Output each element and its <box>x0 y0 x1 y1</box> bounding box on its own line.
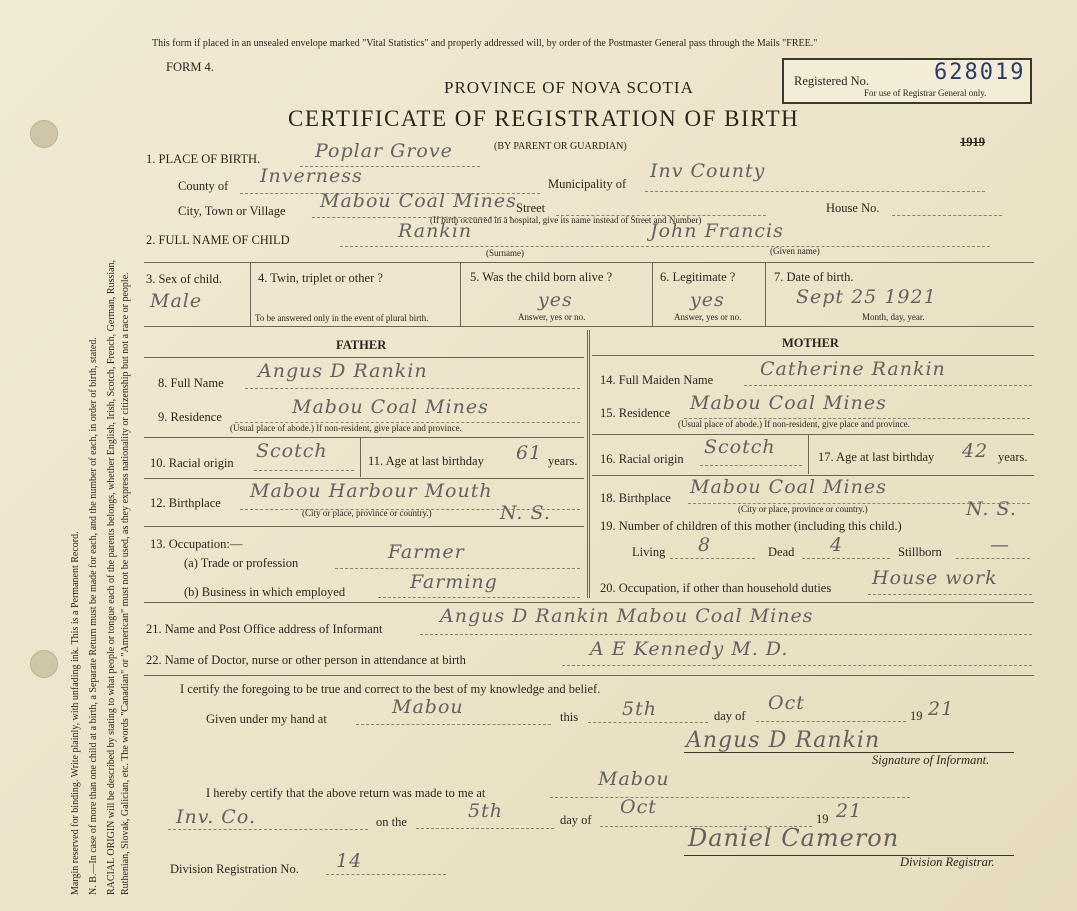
division-registration-label: Division Registration No. <box>170 862 299 876</box>
registrar-day-of-label: day of <box>560 813 592 827</box>
this-label: this <box>560 710 579 724</box>
father-name-value: Angus D Rankin <box>258 360 428 382</box>
registrar-on-the-label: on the <box>376 815 407 829</box>
dead-label: Dead <box>768 545 795 559</box>
county-label: County of <box>178 179 229 193</box>
mother-racial-value: Scotch <box>704 436 776 458</box>
living-value: 8 <box>698 534 712 556</box>
registrar-signature-caption: Division Registrar. <box>900 855 995 869</box>
stillborn-value: — <box>990 534 1010 556</box>
informant-signature-caption: Signature of Informant. <box>872 753 990 767</box>
city-value: Mabou Coal Mines <box>320 190 517 212</box>
mother-birthplace-value-2: N. S. <box>966 498 1017 520</box>
father-age-label: 11. Age at last birthday <box>368 454 484 468</box>
surname-caption: (Surname) <box>486 248 524 258</box>
given-under-label: Given under my hand at <box>206 712 327 726</box>
mother-children-label: 19. Number of children of this mother (including this child.) <box>600 519 902 533</box>
father-years-label: years. <box>548 454 578 468</box>
registrar-use-caption: For use of Registrar General only. <box>864 88 987 98</box>
certificate-title: CERTIFICATE OF REGISTRATION OF BIRTH <box>288 106 800 131</box>
mother-years-label: years. <box>998 450 1028 464</box>
father-birthplace-value-2: N. S. <box>500 502 551 524</box>
punch-hole <box>30 120 58 148</box>
alive-note: Answer, yes or no. <box>518 312 586 322</box>
province-title: PROVINCE OF NOVA SCOTIA <box>444 78 694 97</box>
registrar-month-value: Oct <box>620 796 657 818</box>
mother-age-value: 42 <box>962 440 989 462</box>
registrar-year-prefix: 19 <box>816 812 829 826</box>
margin-note-nationality: Ruthenian, Slovak, Galician, etc. The words "Canadian" or "American" must not be used, as they express nationality or citizenship but not a race or people. <box>120 272 131 895</box>
margin-note-binding: Margin reserved for binding. Write plainly, with unfading ink. This is a Permanent Record. <box>70 531 81 895</box>
house-number-label: House No. <box>826 201 880 215</box>
division-registration-value: 14 <box>336 850 363 872</box>
mother-residence-label: 15. Residence <box>600 406 671 420</box>
mother-residence-value: Mabou Coal Mines <box>690 392 887 414</box>
registered-number-value: 628019 <box>934 60 1026 85</box>
form-number: FORM 4. <box>166 60 214 74</box>
given-place-value: Mabou <box>392 696 464 718</box>
dob-label: 7. Date of birth. <box>774 270 854 284</box>
city-label: City, Town or Village <box>178 204 286 218</box>
year-stamp: 1919 <box>960 135 985 149</box>
child-surname-value: Rankin <box>398 220 473 242</box>
place-of-birth-label: 1. PLACE OF BIRTH. <box>146 152 261 166</box>
doctor-value: A E Kennedy M. D. <box>590 638 789 660</box>
father-trade-label: (a) Trade or profession <box>184 556 299 570</box>
by-parent-caption: (BY PARENT OR GUARDIAN) <box>494 141 627 152</box>
father-age-value: 61 <box>516 442 543 464</box>
sex-label: 3. Sex of child. <box>146 272 223 286</box>
certify-year-value: 21 <box>928 698 955 720</box>
street-label: Street <box>516 201 546 215</box>
registrar-county-value: Inv. Co. <box>176 806 256 828</box>
mother-birthplace-note: (City or place, province or country.) <box>738 504 868 514</box>
given-name-caption: (Given name) <box>770 246 820 256</box>
living-label: Living <box>632 545 666 559</box>
margin-note-multiple-births: N. B.—In case of more than one child at a birth, a Separate Return must be made for each, and the number of each, in order of birth, stated. <box>88 337 99 895</box>
twin-note: To be answered only in the event of plural birth. <box>255 313 429 323</box>
legitimate-note: Answer, yes or no. <box>674 312 742 322</box>
postal-notice: This form if placed in an unsealed envelope marked "Vital Statistics" and properly addressed will, by order of the Postmaster General pass through the Mails "FREE." <box>152 38 818 49</box>
father-birthplace-value: Mabou Harbour Mouth <box>250 480 493 502</box>
certify-day-value: 5th <box>622 698 657 720</box>
father-birthplace-note: (City or place, province or country.) <box>302 508 432 518</box>
father-residence-note: (Usual place of abode.) If non-resident, give place and province. <box>230 423 462 433</box>
county-value: Inverness <box>260 165 363 187</box>
registrar-text: I hereby certify that the above return was made to me at <box>206 786 486 800</box>
mother-racial-label: 16. Racial origin <box>600 452 684 466</box>
father-trade-value: Farmer <box>388 541 465 563</box>
mother-name-value: Catherine Rankin <box>760 358 946 380</box>
alive-value: yes <box>538 289 573 311</box>
mother-name-label: 14. Full Maiden Name <box>600 373 714 387</box>
dob-note: Month, day, year. <box>862 312 925 322</box>
child-given-value: John Francis <box>650 220 784 242</box>
father-occupation-label: 13. Occupation:— <box>150 537 243 551</box>
registrar-day-value: 5th <box>468 800 503 822</box>
legitimate-value: yes <box>690 289 725 311</box>
stillborn-label: Stillborn <box>898 545 942 559</box>
dead-value: 4 <box>830 534 844 556</box>
registrar-place-value: Mabou <box>598 768 670 790</box>
sex-value: Male <box>150 290 203 312</box>
father-racial-value: Scotch <box>256 440 328 462</box>
mother-occupation-value: House work <box>872 567 998 589</box>
mother-birthplace-value: Mabou Coal Mines <box>690 476 887 498</box>
father-birthplace-label: 12. Birthplace <box>150 496 221 510</box>
registered-number-box <box>782 58 1032 104</box>
certify-month-value: Oct <box>768 692 805 714</box>
place-of-birth-value: Poplar Grove <box>315 140 453 162</box>
punch-hole <box>30 650 58 678</box>
margin-note-racial-origin: RACIAL ORIGIN will be described by stating to what people or tongue each of the parents belongs, whether English, Irish, Scotch, French, German, Russian, <box>106 259 117 895</box>
mother-birthplace-label: 18. Birthplace <box>600 491 671 505</box>
certify-day-of-label: day of <box>714 709 746 723</box>
mother-occupation-label: 20. Occupation, if other than household duties <box>600 581 832 595</box>
informant-signature: Angus D Rankin <box>686 728 881 753</box>
father-heading: FATHER <box>336 338 387 352</box>
mother-residence-note: (Usual place of abode.) If non-resident, give place and province. <box>678 419 910 429</box>
registered-number-label: Registered No. <box>794 74 869 88</box>
municipality-label: Municipality of <box>548 177 627 191</box>
father-residence-label: 9. Residence <box>158 410 222 424</box>
legitimate-label: 6. Legitimate ? <box>660 270 736 284</box>
registrar-year-value: 21 <box>836 800 863 822</box>
municipality-value: Inv County <box>650 160 766 182</box>
twin-label: 4. Twin, triplet or other ? <box>258 271 383 285</box>
informant-label: 21. Name and Post Office address of Informant <box>146 622 383 636</box>
certify-year-prefix: 19 <box>910 709 923 723</box>
hospital-note: (If birth occurred in a hospital, give its name instead of Street and Number) <box>430 215 702 225</box>
doctor-label: 22. Name of Doctor, nurse or other person in attendance at birth <box>146 653 466 667</box>
alive-label: 5. Was the child born alive ? <box>470 270 613 284</box>
informant-value: Angus D Rankin Mabou Coal Mines <box>440 605 814 627</box>
registrar-signature: Daniel Cameron <box>688 824 900 852</box>
child-name-label: 2. FULL NAME OF CHILD <box>146 233 290 247</box>
certify-text: I certify the foregoing to be true and correct to the best of my knowledge and belief. <box>180 682 601 696</box>
dob-value: Sept 25 1921 <box>796 286 937 308</box>
mother-heading: MOTHER <box>782 336 839 350</box>
father-name-label: 8. Full Name <box>158 376 224 390</box>
father-business-label: (b) Business in which employed <box>184 585 346 599</box>
father-business-value: Farming <box>410 571 498 593</box>
father-residence-value: Mabou Coal Mines <box>292 396 489 418</box>
mother-age-label: 17. Age at last birthday <box>818 450 935 464</box>
father-racial-label: 10. Racial origin <box>150 456 234 470</box>
